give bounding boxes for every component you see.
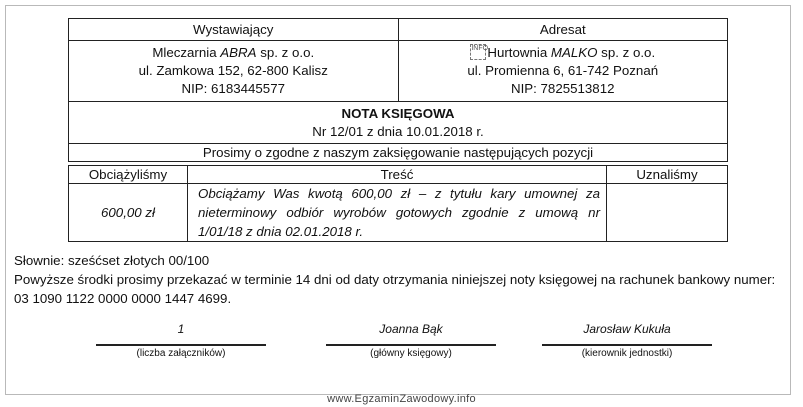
signature-attachments — [96, 320, 266, 359]
unit-manager-caption: (kierownik jednostki) — [581, 348, 673, 359]
entries-table — [68, 165, 728, 242]
info-icon: INFO — [470, 44, 486, 60]
column-credit-header: Uznaliśmy — [607, 166, 728, 184]
issuer-details — [69, 41, 399, 102]
recipient-name: INFOHurtownia MALKO sp. z o.o. — [471, 45, 656, 60]
issuer-nip: NIP: 6183445577 — [181, 81, 285, 96]
chief-accountant-name: Joanna Bąk — [379, 322, 443, 336]
signature-line — [326, 344, 496, 346]
issuer-address: ul. Zamkowa 152, 62-800 Kalisz — [138, 63, 328, 78]
entry-credit — [607, 184, 728, 242]
recipient-header: Adresat — [398, 19, 728, 41]
recipient-nip: NIP: 7825513812 — [510, 81, 615, 96]
note-title-cell — [69, 102, 728, 144]
entry-debit: 600,00 zł — [69, 184, 188, 242]
column-content-header: Treść — [188, 166, 607, 184]
signature-line — [96, 344, 266, 346]
recipient-details — [398, 41, 728, 102]
chief-accountant-caption: (główny księgowy) — [370, 348, 452, 359]
recipient-address: ul. Promienna 6, 61-742 Poznań — [467, 63, 659, 78]
issuer-header: Wystawiający — [69, 19, 399, 41]
note-number: Nr 12/01 z dnia 10.01.2018 r. — [312, 123, 484, 139]
issuer-name: Mleczarnia ABRA sp. z o.o. — [152, 45, 315, 60]
accounting-note-table — [68, 18, 728, 162]
watermark: www.EgzaminZawodowy.info — [327, 393, 476, 405]
entry-content: Obciążamy Was kwotą 600,00 zł – z tytułu kary umownej za nieterminowy odbiór wyrobów gotowych zgodnie z umową nr 1/01/18 z dnia 02.01.2018 r. — [188, 184, 607, 242]
attachments-caption: (liczba załączników) — [136, 348, 226, 359]
note-title: NOTA KSIĘGOWA — [341, 105, 455, 121]
signature-chief-accountant — [326, 320, 496, 359]
attachments-count: 1 — [177, 322, 185, 336]
amount-in-words: Słownie: sześćset złotych 00/100 — [14, 253, 210, 268]
unit-manager-name: Jarosław Kukuła — [583, 322, 671, 336]
signature-unit-manager — [542, 320, 712, 359]
signature-line — [542, 344, 712, 346]
request-text: Prosimy o zgodne z naszym zaksięgowanie następujących pozycji — [69, 144, 728, 162]
payment-instructions: Powyższe środki prosimy przekazać w terminie 14 dni od daty otrzymania niniejszej noty księgowej na rachunek bankowy numer: 03 1090 1122 0000 0000 1447 4699. — [14, 272, 776, 306]
column-debit-header: Obciążyliśmy — [69, 166, 188, 184]
